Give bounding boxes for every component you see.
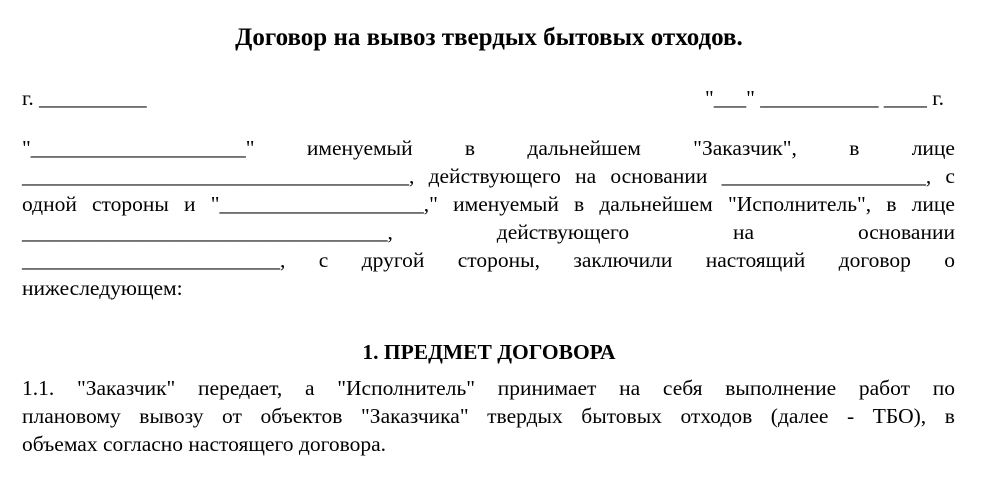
preamble-line [22, 190, 955, 218]
place-date-row [22, 84, 944, 112]
preamble-line [22, 218, 955, 246]
word: от [222, 404, 242, 428]
word: выполнение [725, 376, 837, 400]
word: дальнейшем [527, 136, 641, 160]
word: стороны, [457, 248, 540, 272]
word: "___________________," [210, 192, 438, 216]
word: ________________________, [22, 248, 286, 272]
word: с [945, 164, 955, 188]
word: в [849, 136, 860, 160]
clause-line [22, 430, 955, 458]
word: вывозу [139, 404, 204, 428]
word: о [944, 248, 955, 272]
word: именуемый [306, 136, 413, 160]
word: 1.1. [22, 376, 55, 400]
word: с [318, 248, 329, 272]
word: а [304, 376, 315, 400]
word: основании [857, 220, 955, 244]
word: в [464, 136, 476, 160]
word: ___________________, [721, 164, 932, 188]
word: "Исполнитель" [337, 376, 476, 400]
word: принимает [497, 376, 597, 400]
word: заключили [573, 248, 673, 272]
word: стороны [92, 192, 169, 216]
section-title: 1. ПРЕДМЕТ ДОГОВОРА [362, 340, 616, 364]
word: ТБО), [872, 404, 927, 428]
word: договора. [298, 432, 387, 456]
word: дальнейшем [599, 192, 713, 216]
word: - [847, 404, 855, 428]
preamble-line [22, 246, 955, 274]
preamble-line [22, 134, 955, 162]
word: именуемый [453, 192, 559, 216]
word: по [932, 376, 955, 400]
word: на [619, 376, 641, 400]
word: одной [22, 192, 77, 216]
word: ____________________________________, [22, 164, 415, 188]
word: "Исполнитель", [727, 192, 872, 216]
word: в [886, 192, 897, 216]
word: настоящего [188, 432, 294, 456]
word: на [732, 220, 755, 244]
word: работ [858, 376, 910, 400]
word: "Заказчик" [76, 376, 176, 400]
clause-1-1-paragraph [22, 374, 955, 458]
word: действующего [428, 164, 561, 188]
word: действующего [496, 220, 630, 244]
word: нижеследующем: [22, 276, 183, 300]
word: бытовых [581, 404, 662, 428]
clause-line [22, 374, 955, 402]
word: "Заказчик", [693, 136, 797, 160]
word: основании [610, 164, 708, 188]
word: "____________________" [22, 136, 255, 160]
word: плановому [22, 404, 121, 428]
word: передает, [198, 376, 283, 400]
preamble-line [22, 274, 955, 302]
word: объемах [22, 432, 98, 456]
word: в [574, 192, 585, 216]
word: себя [662, 376, 703, 400]
word: (далее [770, 404, 829, 428]
word: в [944, 404, 955, 428]
word: твердых [487, 404, 563, 428]
word: лице [911, 136, 955, 160]
word: договор [838, 248, 911, 272]
word: другой [361, 248, 425, 272]
word: объектов [260, 404, 343, 428]
preamble-line [22, 162, 955, 190]
date-line: "___" ___________ ____ г. [705, 86, 944, 110]
document-title: Договор на вывоз твердых бытовых отходов. [235, 24, 743, 51]
word: и [184, 192, 196, 216]
place-line: г. __________ [22, 86, 147, 110]
word: на [575, 164, 597, 188]
word: отходов [680, 404, 753, 428]
word: лице [911, 192, 955, 216]
word: согласно [102, 432, 184, 456]
clause-line [22, 402, 955, 430]
word: настоящий [705, 248, 806, 272]
word: "Заказчика" [361, 404, 469, 428]
preamble-paragraph [22, 134, 955, 302]
word: __________________________________, [22, 220, 393, 244]
